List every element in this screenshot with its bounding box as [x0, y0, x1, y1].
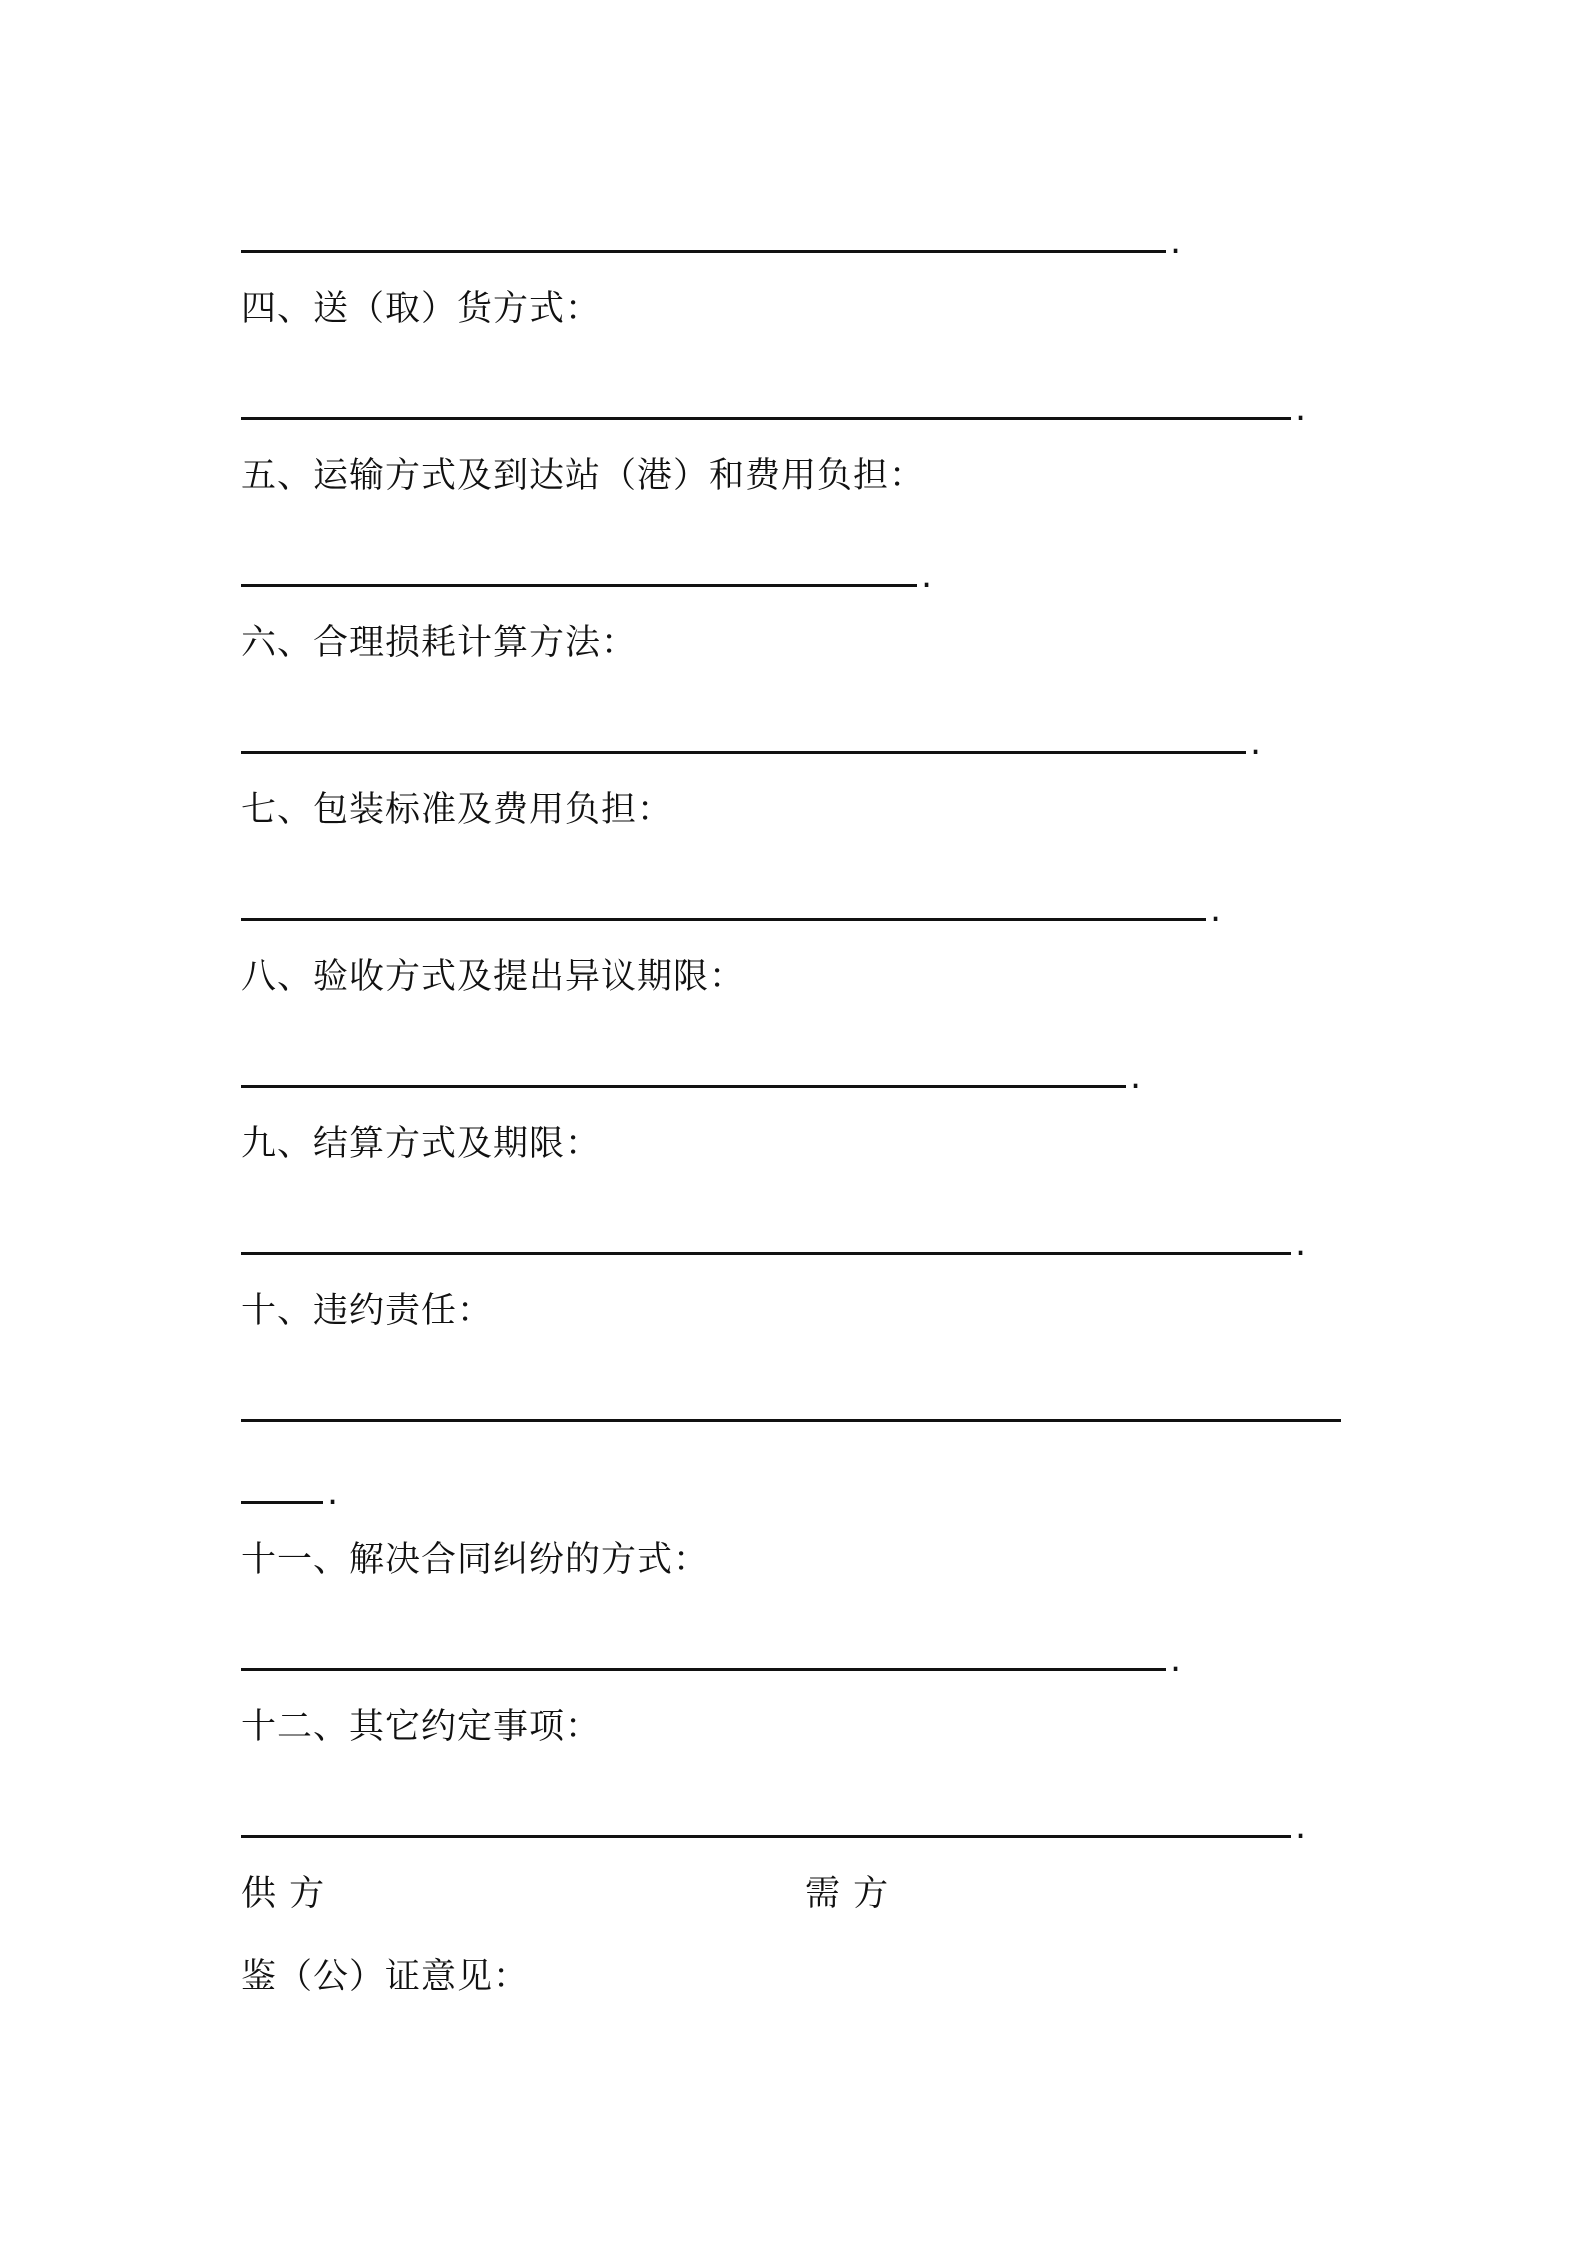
clause-heading-5: 五、运输方式及到达站（港）和费用负担：	[241, 456, 926, 496]
fill-in-line[interactable]	[241, 221, 1181, 263]
clause-heading-7: 七、包装标准及费用负担：	[241, 790, 674, 830]
clause-heading-11: 十一、解决合同纠纷的方式：	[241, 1540, 710, 1580]
fill-in-line[interactable]	[241, 1639, 1181, 1681]
line-end-period: .	[921, 556, 933, 596]
line-end-period: .	[1295, 1807, 1307, 1847]
buyer-label: 需 方	[805, 1874, 890, 1914]
fill-in-line[interactable]	[241, 1390, 1341, 1432]
notary-opinion-label: 鉴（公）证意见：	[241, 1957, 530, 1997]
fill-in-line[interactable]	[241, 555, 932, 597]
fill-in-line-continued[interactable]	[241, 1472, 338, 1514]
fill-in-line[interactable]	[241, 1806, 1306, 1848]
line-end-period: .	[1130, 1057, 1142, 1097]
clause-heading-12: 十二、其它约定事项：	[241, 1707, 602, 1747]
line-end-period: .	[1250, 723, 1262, 763]
line-end-period: .	[1295, 389, 1307, 429]
line-end-period: .	[327, 1473, 339, 1513]
fill-in-line[interactable]	[241, 722, 1261, 764]
fill-in-line[interactable]	[241, 388, 1306, 430]
clause-heading-10: 十、违约责任：	[241, 1291, 494, 1331]
line-end-period: .	[1170, 222, 1182, 262]
line-end-period: .	[1295, 1224, 1307, 1264]
line-end-period: .	[1210, 890, 1222, 930]
clause-heading-4: 四、送（取）货方式：	[241, 289, 602, 329]
clause-heading-8: 八、验收方式及提出异议期限：	[241, 957, 746, 997]
fill-in-line[interactable]	[241, 1223, 1306, 1265]
line-end-period: .	[1170, 1640, 1182, 1680]
supplier-label: 供 方	[241, 1874, 326, 1914]
fill-in-line[interactable]	[241, 1056, 1141, 1098]
clause-heading-9: 九、结算方式及期限：	[241, 1124, 602, 1164]
fill-in-line[interactable]	[241, 889, 1221, 931]
clause-heading-6: 六、合理损耗计算方法：	[241, 623, 638, 663]
